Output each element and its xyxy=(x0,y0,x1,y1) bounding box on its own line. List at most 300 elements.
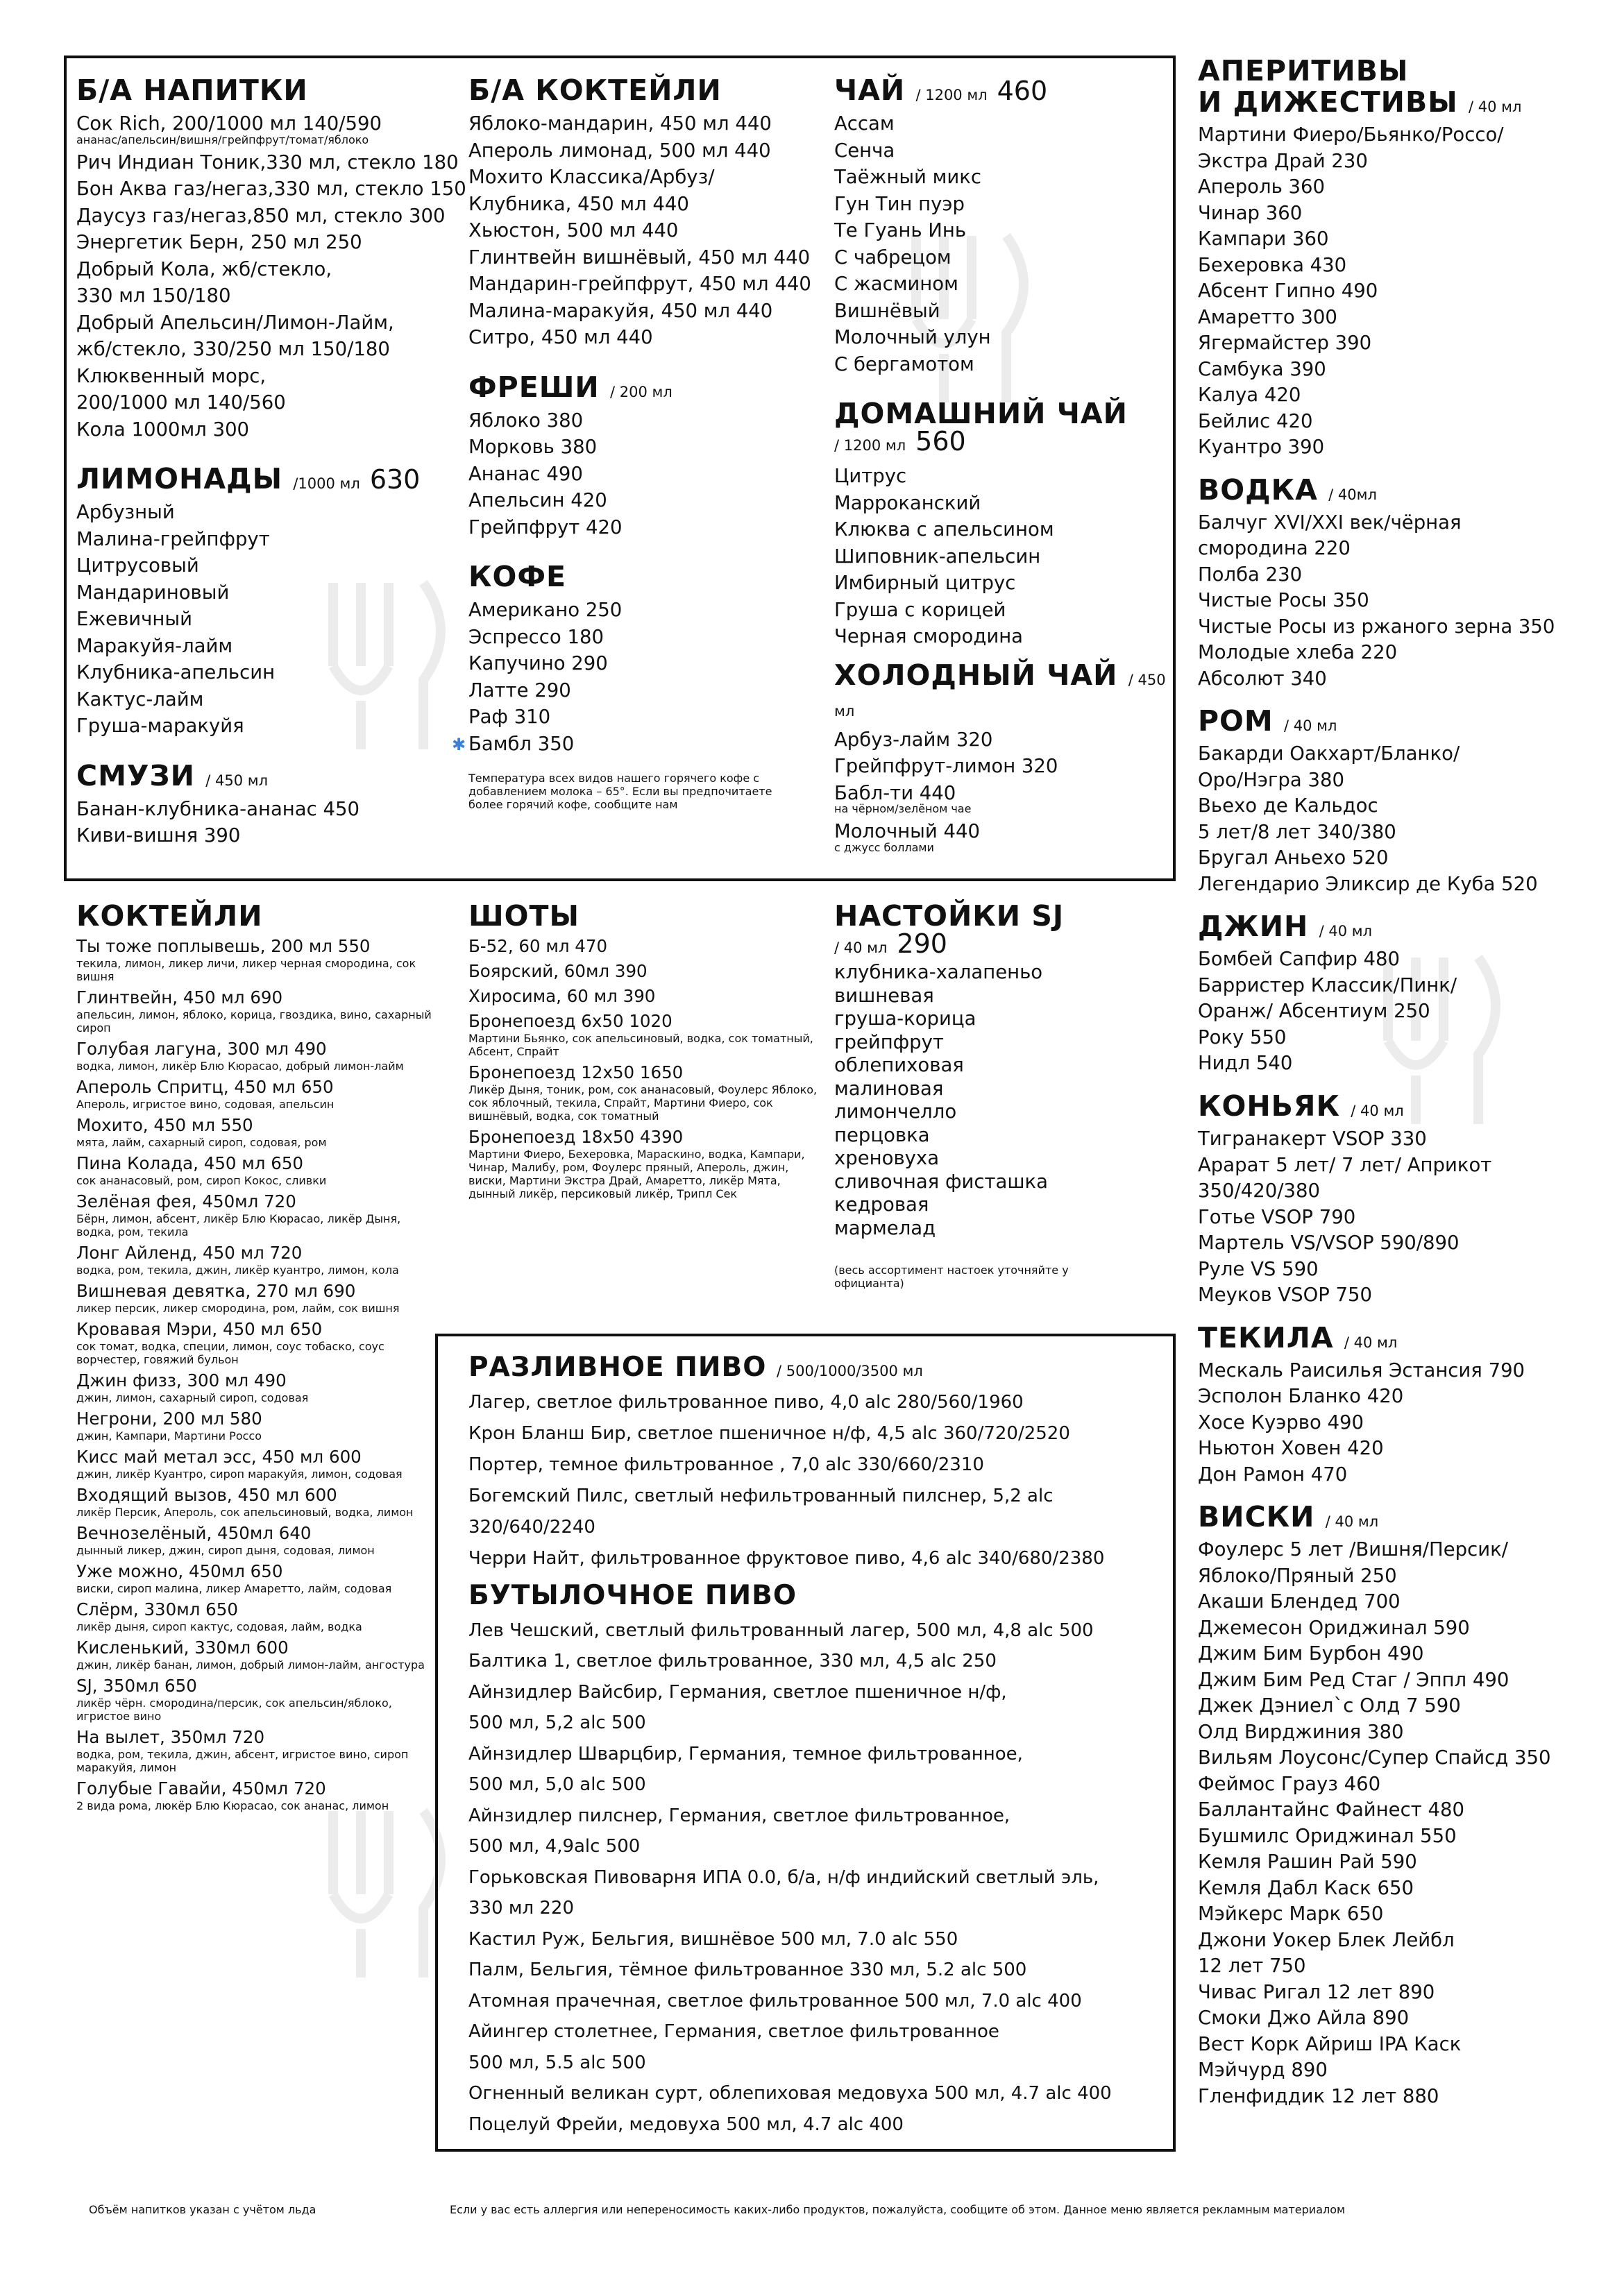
menu-item xyxy=(1198,1126,1614,1153)
menu-item-label: Пина Колада, 450 мл 650 xyxy=(76,1153,303,1174)
menu-item-label: Бабл-ти 440 xyxy=(834,781,956,804)
menu-item-label: Кемля Рашин Рай 590 xyxy=(1198,1851,1417,1873)
menu-item xyxy=(468,1011,829,1058)
menu-item-label: Абсолют 340 xyxy=(1198,667,1327,690)
menu-item-label: Ягермайстер 390 xyxy=(1198,332,1372,355)
section-title: ШОТЫ xyxy=(468,899,580,933)
price: 290 xyxy=(897,928,947,960)
menu-item-label: Арарат 5 лет/ 7 лет/ Априкот xyxy=(1198,1153,1492,1176)
section-title: ХОЛОДНЫЙ ЧАЙ xyxy=(834,658,1118,692)
menu-item xyxy=(1198,1436,1614,1462)
menu-item xyxy=(1198,666,1614,692)
menu-item-label: 500 мл, 5.5 alc 500 xyxy=(468,2052,646,2073)
section-cold-tea xyxy=(834,660,1174,854)
menu-item xyxy=(468,1739,1169,1770)
section-home-tea xyxy=(834,398,1174,650)
menu-item-label: Имбирный цитрус xyxy=(834,572,1016,595)
menu-item xyxy=(76,336,437,363)
menu-item xyxy=(1198,1563,1614,1590)
menu-item xyxy=(76,552,437,579)
menu-item-label: Малина-маракуйя, 450 мл 440 xyxy=(468,299,773,322)
menu-item-label: Грейпфрут 420 xyxy=(468,516,623,538)
menu-item-ingredients: водка, ром, текила, джин, ликёр куантро, лимон, кола xyxy=(76,1264,399,1277)
menu-item xyxy=(834,1007,1174,1031)
menu-item-label: Негрони, 200 мл 580 xyxy=(76,1409,262,1429)
menu-item-label: кедровая xyxy=(834,1193,929,1216)
menu-item-label: Кисленький, 330мл 600 xyxy=(76,1638,289,1658)
menu-item-label: Хьюстон, 500 мл 440 xyxy=(468,219,679,242)
menu-item-label: Бехеровка 430 xyxy=(1198,253,1347,276)
footer-note-left: Объём напитков указан с учётом льда xyxy=(89,2203,316,2216)
menu-item xyxy=(76,936,437,983)
menu-item xyxy=(1198,148,1614,175)
menu-item xyxy=(834,516,1174,543)
menu-item-label: Балтика 1, светлое фильтрованное, 330 мл, 4,5 alc 250 xyxy=(468,1651,997,1672)
menu-item-label: клубника-халапеньо xyxy=(834,961,1043,984)
menu-item xyxy=(468,1862,1169,1894)
menu-item-label: 500 мл, 5,2 alc 500 xyxy=(468,1712,646,1734)
menu-item-label: Клубника-апельсин xyxy=(76,661,276,684)
menu-item-label: Бомбей Сапфир 480 xyxy=(1198,948,1401,971)
menu-item xyxy=(76,110,437,146)
section-title: АПЕРИТИВЫ xyxy=(1198,54,1409,87)
menu-item xyxy=(1198,562,1614,588)
item-list xyxy=(1198,122,1614,461)
menu-item xyxy=(1198,409,1614,435)
menu-item-label: Гленфиддик 12 лет 880 xyxy=(1198,2084,1439,2107)
menu-item-label: Капучино 290 xyxy=(468,652,608,675)
menu-item-ingredients: джин, ликёр Куантро, сироп маракуйя, лимон, содовая xyxy=(76,1468,403,1481)
section-smoothies xyxy=(76,760,437,849)
menu-item-label: Черная смородина xyxy=(834,625,1024,648)
menu-item xyxy=(1198,1230,1614,1257)
menu-item xyxy=(834,217,1174,244)
menu-item-label: Калуа 420 xyxy=(1198,384,1301,407)
menu-item xyxy=(1198,845,1614,871)
menu-item-label: Бругал Аньехо 520 xyxy=(1198,847,1389,869)
menu-item-label: облепиховая xyxy=(834,1054,964,1077)
menu-item-label: 330 мл 150/180 xyxy=(76,284,231,307)
menu-item xyxy=(1198,1410,1614,1436)
menu-item-label: Руле VS 590 xyxy=(1198,1257,1319,1280)
volume: / 40 мл xyxy=(1283,717,1337,735)
item-list xyxy=(834,463,1174,650)
menu-item xyxy=(76,1638,437,1672)
menu-item-label: Вильям Лоусонс/Супер Спайсд 350 xyxy=(1198,1746,1551,1769)
menu-item xyxy=(1198,1745,1614,1771)
menu-item xyxy=(468,677,829,704)
menu-item-ingredients: водка, ром, текила, джин, абсент, игристое вино, сироп маракуйя, лимон xyxy=(76,1748,409,1775)
menu-item-label: Зелёная фея, 450мл 720 xyxy=(76,1191,296,1212)
menu-item xyxy=(834,780,1174,816)
menu-item xyxy=(468,1418,1169,1449)
menu-item-label: С чабрецом xyxy=(834,246,951,269)
menu-item-ingredients: ликёр чёрн. смородина/персик, сок апельсин/яблоко, игристое вино xyxy=(76,1697,392,1724)
menu-item-label: Амаретто 300 xyxy=(1198,305,1337,328)
section-title: ТЕКИЛА xyxy=(1198,1320,1334,1354)
menu-item-label: Нидл 540 xyxy=(1198,1052,1293,1075)
menu-item xyxy=(1198,434,1614,461)
footer-note-right: Если у вас есть аллергия или непереносимость каких-либо продуктов, пожалуйста, сообщите об этом. Данное меню является рекламным материалом xyxy=(450,2203,1346,2216)
menu-item xyxy=(834,191,1174,218)
menu-item-label: Джим Бим Бурбон 490 xyxy=(1198,1642,1424,1665)
menu-item-label: Американо 250 xyxy=(468,599,623,622)
menu-item xyxy=(76,606,437,633)
menu-item-label: Сенча xyxy=(834,139,895,162)
asterisk-icon: ✱ xyxy=(452,734,466,754)
menu-item xyxy=(834,137,1174,164)
menu-item-label: 350/420/380 xyxy=(1198,1180,1320,1202)
menu-item xyxy=(834,490,1174,517)
menu-item-label: С жасмином xyxy=(834,273,958,296)
menu-item xyxy=(468,986,829,1007)
menu-item-label: малиновая xyxy=(834,1077,944,1100)
menu-item-label: Апероль лимонад, 500 мл 440 xyxy=(468,139,771,162)
menu-item xyxy=(468,164,829,191)
menu-item-label: Джони Уокер Блек Лейбл xyxy=(1198,1928,1455,1951)
menu-item xyxy=(1198,1849,1614,1876)
menu-item xyxy=(76,1115,437,1149)
menu-item xyxy=(1198,793,1614,819)
menu-item xyxy=(468,407,829,434)
menu-item xyxy=(468,1127,829,1200)
menu-item-label: Мэйчурд 890 xyxy=(1198,2059,1328,2082)
menu-item-label: Кактус-лайм xyxy=(76,688,204,711)
menu-item-label: Цитрусовый xyxy=(76,554,199,577)
menu-item xyxy=(834,1147,1174,1171)
menu-item xyxy=(468,1387,1169,1418)
section-title: КОКТЕЙЛИ xyxy=(76,899,263,933)
menu-item-ingredients: дынный ликер, джин, сироп дыня, содовая, лимон xyxy=(76,1544,375,1558)
section-title: РАЗЛИВНОЕ ПИВО xyxy=(468,1352,767,1383)
menu-item xyxy=(1198,767,1614,794)
menu-item-label: Феймос Грауз 460 xyxy=(1198,1772,1381,1795)
menu-item-label: Добрый Кола, жб/стекло, xyxy=(76,257,332,280)
menu-item-label: Хиросима, 60 мл 390 xyxy=(468,986,656,1007)
menu-item xyxy=(834,1054,1174,1078)
menu-item xyxy=(1198,201,1614,227)
item-list xyxy=(76,499,437,740)
menu-item xyxy=(468,1615,1169,1647)
menu-item-label: Голубая лагуна, 300 мл 490 xyxy=(76,1039,327,1060)
menu-item xyxy=(76,1319,437,1366)
menu-item xyxy=(468,1986,1169,2017)
menu-item-label: Эспрессо 180 xyxy=(468,625,604,648)
item-list xyxy=(468,407,829,541)
menu-item-label: Вест Корк Айриш IPA Каск xyxy=(1198,2032,1462,2055)
menu-item-label: сливочная фисташка xyxy=(834,1170,1048,1193)
section-bottled-beer xyxy=(468,1581,1169,2140)
section-coffee xyxy=(452,560,829,812)
section-lemonades xyxy=(76,464,437,740)
menu-item-label: Яблоко/Пряный 250 xyxy=(1198,1564,1397,1587)
section-whisky xyxy=(1198,1502,1614,2109)
menu-item-label: Маракуйя-лайм xyxy=(76,634,233,657)
menu-item-label: Арбузный xyxy=(76,501,175,524)
volume: / 500/1000/3500 мл xyxy=(776,1363,923,1379)
menu-item xyxy=(76,363,437,390)
menu-item xyxy=(834,351,1174,378)
menu-item xyxy=(834,110,1174,137)
menu-item xyxy=(468,961,829,982)
menu-item xyxy=(76,713,437,740)
menu-item-label: Бронепоезд 6х50 1020 xyxy=(468,1011,673,1032)
menu-item xyxy=(468,1481,1169,1512)
menu-item xyxy=(468,1801,1169,1832)
menu-item xyxy=(1198,1153,1614,1179)
menu-item-label: Таёжный микс xyxy=(834,166,981,189)
menu-item xyxy=(1198,741,1614,767)
menu-item xyxy=(834,1078,1174,1101)
menu-item-label: Портер, темное фильтрованное , 7,0 alc 330/660/2310 xyxy=(468,1454,984,1475)
volume: / 40 мл xyxy=(1319,923,1373,940)
menu-item xyxy=(834,271,1174,298)
menu-item xyxy=(468,2016,1169,2048)
menu-item xyxy=(76,987,437,1035)
menu-item-label: Огненный великан сурт, облепиховая медовуха 500 мл, 4.7 alc 400 xyxy=(468,2083,1112,2104)
menu-item xyxy=(834,244,1174,271)
menu-item-label: Ты тоже поплывешь, 200 мл 550 xyxy=(76,936,371,957)
menu-item xyxy=(76,1409,437,1443)
menu-item-label: Яблоко 380 xyxy=(468,409,584,432)
menu-item xyxy=(1198,357,1614,383)
menu-item xyxy=(76,1727,437,1774)
menu-item-label: Рич Индиан Тоник,330 мл, стекло 180 xyxy=(76,151,459,173)
menu-item-label: Мескаль Раисилья Эстансия 790 xyxy=(1198,1359,1525,1381)
menu-item xyxy=(834,570,1174,597)
menu-item-ingredients: Мартини Бьянко, сок апельсиновый, водка, сок томатный, Абсент, Спрайт xyxy=(468,1032,813,1059)
menu-item-label: Киви-вишня 390 xyxy=(76,824,241,847)
menu-item-label: Вечнозелёный, 450мл 640 xyxy=(76,1523,312,1544)
menu-item-ingredients: Ликёр Дыня, тоник, ром, сок ананасовый, Фоулерс Яблоко, сок яблочный, текила, Спрайт, Мартини Фиеро, сок вишнёвый, водка, сок томатный xyxy=(468,1083,818,1123)
menu-item xyxy=(468,936,829,957)
menu-item-ingredients: ликёр Персик, Апероль, сок апельсиновый, водка, лимон xyxy=(76,1506,414,1520)
menu-item xyxy=(76,579,437,606)
menu-item-label: Латте 290 xyxy=(468,679,571,701)
menu-item-label: Меуков VSOP 750 xyxy=(1198,1284,1373,1307)
section-rum xyxy=(1198,706,1614,897)
menu-item-label: Мартини Фиеро/Бьянко/Россо/ xyxy=(1198,124,1504,146)
menu-item xyxy=(468,487,829,514)
menu-item xyxy=(1198,2084,1614,2110)
menu-item xyxy=(76,176,466,203)
menu-item-label: Шиповник-апельсин xyxy=(834,545,1041,568)
menu-item-label: Айнзидлер Вайсбир, Германия, светлое пшеничное н/ф, xyxy=(468,1681,1007,1703)
menu-item-label: Лев Чешский, светлый фильтрованный лагер, 500 мл, 4,8 alc 500 xyxy=(468,1619,1094,1641)
menu-item-label: Айнзидлер Шварцбир, Германия, темное фильтрованное, xyxy=(468,1743,1023,1764)
menu-item-label: Боярский, 60мл 390 xyxy=(468,961,648,982)
menu-item-ingredients: сок ананасовый, ром, сироп Кокос, сливки xyxy=(76,1174,327,1188)
menu-item xyxy=(468,298,829,325)
menu-item xyxy=(468,597,829,624)
menu-item-label: Цитрус xyxy=(834,465,907,488)
menu-item xyxy=(76,1077,437,1111)
menu-item-label: Кисс май метал эсс, 450 мл 600 xyxy=(76,1447,362,1468)
menu-item xyxy=(834,1124,1174,1148)
menu-item xyxy=(76,499,437,526)
menu-item xyxy=(834,1171,1174,1194)
menu-item-label: Малина-грейпфрут xyxy=(76,527,270,550)
section-tequila xyxy=(1198,1320,1614,1488)
item-list xyxy=(76,936,437,1812)
menu-item xyxy=(468,1062,829,1123)
section-title: ДОМАШНИЙ ЧАЙ xyxy=(834,397,1128,431)
menu-item-ingredients: джин, лимон, сахарный сироп, содовая xyxy=(76,1391,309,1405)
menu-item xyxy=(468,1708,1169,1739)
menu-item-ingredients: джин, ликёр банан, лимон, добрый лимон-лайм, ангостура xyxy=(76,1658,425,1672)
menu-item xyxy=(76,1599,437,1633)
menu-item-label: Бамбл 350 xyxy=(468,732,575,755)
menu-item-label: Молочный улун xyxy=(834,326,991,349)
menu-item-label: Гун Тин пуэр xyxy=(834,192,965,215)
item-list xyxy=(1198,1126,1614,1309)
section-aperitifs xyxy=(1198,56,1614,461)
menu-item xyxy=(1198,946,1614,973)
menu-item-label: Ананас 490 xyxy=(468,462,583,485)
menu-item xyxy=(468,2109,1169,2141)
menu-item-ingredients: на чёрном/зелёном чае xyxy=(834,802,972,816)
menu-item-label: Чивас Ригал 12 лет 890 xyxy=(1198,1980,1435,2003)
menu-item-label: мармелад xyxy=(834,1216,936,1239)
menu-item-label: Кола 1000мл 300 xyxy=(76,418,250,441)
menu-item xyxy=(1198,998,1614,1025)
menu-item xyxy=(1198,871,1614,898)
menu-item xyxy=(468,1449,1169,1481)
menu-item xyxy=(468,271,829,298)
menu-item xyxy=(76,1485,437,1519)
item-list xyxy=(834,726,1174,854)
volume: / 450 мл xyxy=(205,772,269,789)
menu-item-label: перцовка xyxy=(834,1123,930,1146)
menu-item-ingredients: Мартини Фиеро, Бехеровка, Мараскино, водка, Кампари, Чинар, Малибу, ром, Фоулерс пряный, Апероль, джин, виски, Мартини Экстра Драй, Амаретто, ликёр Мята, дынный ликёр, персиковый ликёр, Трипл Сек xyxy=(468,1148,805,1201)
section-title: ВОДКА xyxy=(1198,473,1318,507)
menu-item xyxy=(1198,1667,1614,1694)
section-title: БУТЫЛОЧНОЕ ПИВО xyxy=(468,1579,797,1611)
menu-item xyxy=(1198,1358,1614,1384)
menu-item xyxy=(1198,1537,1614,1563)
menu-item-label: Эсполон Бланко 420 xyxy=(1198,1385,1404,1408)
menu-item xyxy=(468,1924,1169,1955)
item-list xyxy=(468,1387,1169,1574)
section-ba-cocktails xyxy=(468,75,829,351)
menu-item xyxy=(1198,174,1614,201)
item-list xyxy=(1198,1358,1614,1488)
menu-item-label: Входящий вызов, 450 мл 600 xyxy=(76,1485,337,1506)
section-cognac xyxy=(1198,1091,1614,1309)
menu-item-label: Оро/Нэгра 380 xyxy=(1198,768,1344,791)
menu-item-label: Куантро 390 xyxy=(1198,436,1325,459)
volume: / 40 мл xyxy=(1325,1513,1379,1531)
menu-item-label: На вылет, 350мл 720 xyxy=(76,1727,265,1748)
menu-item-label: Мэйкерс Марк 650 xyxy=(1198,1903,1384,1925)
menu-item-label: Голубые Гавайи, 450мл 720 xyxy=(76,1778,326,1799)
menu-item-label: Джим Бим Ред Стаг / Эппл 490 xyxy=(1198,1668,1509,1691)
menu-item-label: Тигранакерт VSOP 330 xyxy=(1198,1128,1427,1150)
menu-item-ingredients: 2 вида рома, люкёр Блю Кюрасао, сок ананас, лимон xyxy=(76,1799,389,1813)
menu-item xyxy=(1198,1901,1614,1928)
price: 460 xyxy=(997,76,1048,106)
menu-item-label: Готье VSOP 790 xyxy=(1198,1205,1356,1228)
section-tea xyxy=(834,75,1174,377)
menu-item-label: Даусуз газ/негаз,850 мл, стекло 300 xyxy=(76,204,446,227)
section-title-2: И ДИЖЕСТИВЫ xyxy=(1198,85,1458,119)
menu-item-ingredients: джин, Кампари, Мартини Россо xyxy=(76,1429,262,1443)
menu-item xyxy=(468,624,829,651)
menu-item-label: Экстра Драй 230 xyxy=(1198,149,1368,172)
menu-item xyxy=(468,110,829,137)
menu-item xyxy=(468,704,829,731)
menu-item-label: Банан-клубника-ананас 450 xyxy=(76,797,360,820)
menu-item-label: смородина 220 xyxy=(1198,537,1351,560)
menu-item xyxy=(1198,1876,1614,1902)
menu-item-ingredients: виски, сироп малина, ликер Амаретто, лайм, содовая xyxy=(76,1582,392,1596)
menu-item xyxy=(468,244,829,271)
menu-item xyxy=(76,229,437,256)
menu-item-label: Б-52, 60 мл 470 xyxy=(468,936,608,957)
menu-item xyxy=(1198,1771,1614,1798)
menu-item xyxy=(1198,382,1614,409)
volume: / 1200 мл xyxy=(834,437,906,454)
volume: /1000 мл xyxy=(293,475,360,493)
menu-item-ingredients: Апероль, игристое вино, содовая, апельсин xyxy=(76,1098,335,1112)
menu-item xyxy=(834,324,1174,351)
menu-item xyxy=(468,217,829,244)
menu-item-label: 5 лет/8 лет 340/380 xyxy=(1198,820,1396,843)
volume: / 450 мл xyxy=(834,671,1166,720)
menu-item xyxy=(468,434,829,461)
menu-item-label: Хосе Куэрво 490 xyxy=(1198,1411,1364,1434)
menu-item-ingredients: ликёр дыня, сироп кактус, содовая, лайм, водка xyxy=(76,1620,362,1634)
section-title: Б/А КОКТЕЙЛИ xyxy=(468,74,722,107)
menu-item-label: 500 мл, 5,0 alc 500 xyxy=(468,1774,646,1796)
menu-item-label: Груша-маракуйя xyxy=(76,715,244,738)
menu-item-label: Арбуз-лайм 320 xyxy=(834,728,993,751)
menu-item xyxy=(1198,305,1614,331)
menu-item xyxy=(76,1778,437,1812)
menu-item-label: Лагер, светлое фильтрованное пиво, 4,0 alc 280/560/1960 xyxy=(468,1391,1024,1413)
menu-item xyxy=(468,191,829,218)
menu-item xyxy=(468,514,829,541)
menu-item-label: Молочный 440 xyxy=(834,820,980,843)
menu-item xyxy=(76,1370,437,1404)
menu-item xyxy=(1198,278,1614,305)
menu-item-label: Клубника, 450 мл 440 xyxy=(468,192,689,215)
menu-item xyxy=(76,633,437,660)
menu-item xyxy=(1198,1205,1614,1231)
menu-item-label: Лонг Айленд, 450 мл 720 xyxy=(76,1243,303,1264)
menu-item xyxy=(76,1191,437,1239)
menu-item-label: Легендарио Эликсир де Куба 520 xyxy=(1198,872,1538,895)
menu-item xyxy=(1198,1257,1614,1283)
section-title: КОФЕ xyxy=(468,560,567,594)
menu-item-label: Молодые хлеба 220 xyxy=(1198,641,1398,664)
price: 560 xyxy=(915,426,966,457)
menu-item-ingredients: ананас/апельсин/вишня/грейпфрут/томат/яблоко xyxy=(76,133,369,146)
menu-item xyxy=(834,623,1174,650)
menu-item-label: С бергамотом xyxy=(834,352,974,375)
menu-item xyxy=(76,282,437,309)
menu-item xyxy=(76,526,437,553)
menu-item-label: Бронепоезд 12х50 1650 xyxy=(468,1062,684,1083)
menu-item-label: Бон Аква газ/негаз,330 мл, стекло 150 xyxy=(76,178,466,201)
menu-item-label: Баллантайнс Файнест 480 xyxy=(1198,1798,1464,1821)
menu-item-label: Оранж/ Абсентиум 250 xyxy=(1198,1000,1430,1023)
coffee-note: Температура всех видов нашего горячего кофе с добавлением молока – 65°. Если вы предпочитаете более горячий кофе, сообщите нам xyxy=(468,772,772,812)
menu-item xyxy=(834,818,1174,854)
menu-item xyxy=(834,597,1174,624)
menu-item xyxy=(834,961,1174,985)
section-draft-beer xyxy=(468,1353,1169,1574)
